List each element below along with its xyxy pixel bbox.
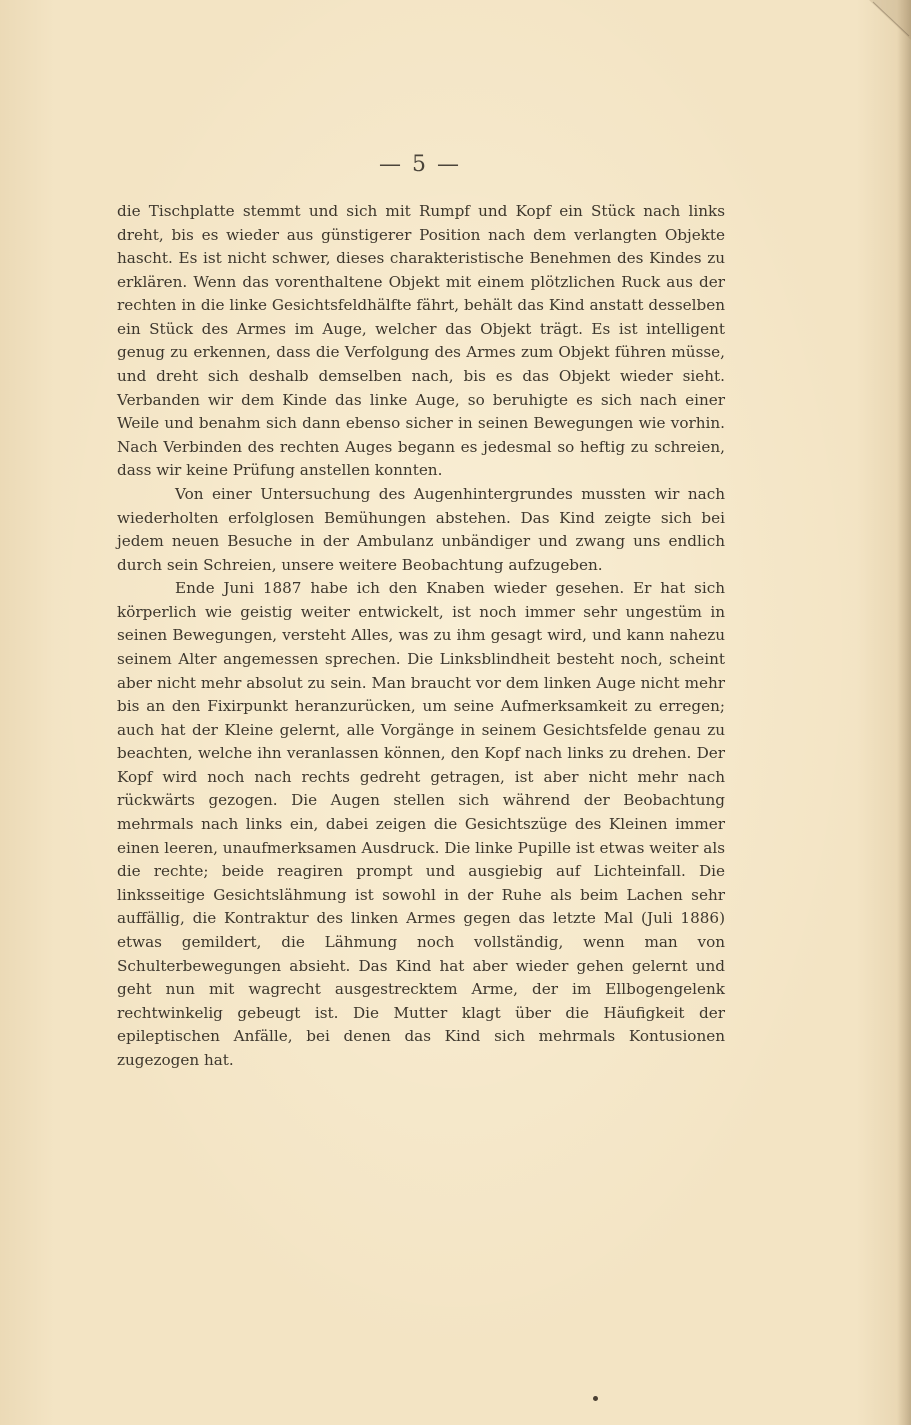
paragraph-continuation: die Tischplatte stemmt und sich mit Rumpf und Kopf ein Stück nach links dreht, bis es wieder aus günstigerer Position nach dem verlangten Objekte hascht. Es ist nicht schwer, dieses charakteristische Benehmen des Kindes zu erklären. Wenn das vorenthaltene Objekt mit einem plötzlichen Ruck aus der rechten in die linke Gesichtsfeldhälfte fährt, behält das Kind anstatt desselben ein Stück des Armes im Auge, welcher das Objekt trägt. Es ist intelligent genug zu erkennen, dass die Verfolgung des Armes zum Objekt führen müsse, und dreht sich deshalb demselben nach, bis es das Objekt wieder sieht. Verbanden wir dem Kinde das linke Auge, so beruhigte es sich nach einer Weile und benahm sich dann ebenso sicher in seinen Bewegungen wie vorhin. Nach Verbinden des rechten Auges begann es jedesmal so heftig zu schreien, dass wir keine Prüfung anstellen konnten. [117,202,725,480]
paragraph-examination: Von einer Untersuchung des Augenhintergrundes mussten wir nach wiederholten erfolglosen Bemühungen abstehen. Das Kind zeigte sich bei jedem neuen Besuche in der Ambulanz unbändiger und zwang uns endlich durch sein Schreien, unsere weitere Beobachtung aufzugeben. [117,484,725,574]
paragraph-followup: Ende Juni 1887 habe ich den Knaben wieder gesehen. Er hat sich körperlich wie geistig weiter entwickelt, ist noch immer sehr ungestüm in seinen Bewegungen, versteht Alles, was zu ihm gesagt wird, und kann nahezu seinem Alter angemessen sprechen. Die Linksblindheit besteht noch, scheint aber nicht mehr absolut zu sein. Man braucht vor dem linken Auge nicht mehr bis an den Fixirpunkt heranzurücken, um seine Aufmerksamkeit zu erregen; auch hat der Kleine gelernt, alle Vorgänge in seinem Gesichtsfelde genau zu beachten, welche ihn veranlassen können, den Kopf nach links zu drehen. Der Kopf wird noch nach rechts gedreht getragen, ist aber nicht mehr nach rückwärts gezogen. Die Augen stellen sich während der Beobachtung mehrmals nach links ein, dabei zeigen die Gesichtszüge des Kleinen immer einen leeren, unaufmerksamen Ausdruck. Die linke Pupille ist etwas weiter als die rechte; beide reagiren prompt und ausgiebig auf Lichteinfall. Die linksseitige Gesichtslähmung ist sowohl in der Ruhe als beim Lachen sehr auffällig, die Kontraktur des linken Armes gegen das letzte Mal (Juli 1886) etwas gemildert, die Lähmung noch vollständig, wenn man von Schulterbewegungen absieht. Das Kind hat aber wieder gehen gelernt und geht nun mit wagrecht ausgestrecktem Arme, der im Ellbogengelenk rechtwinkelig gebeugt ist. Die Mutter klagt über die Häufigkeit der epileptischen Anfälle, bei denen das Kind sich mehrmals Kontusionen zugezogen hat. [117,579,725,1069]
body-text [117,200,725,1072]
page-number: — 5 — [379,152,461,177]
page-edge-shadow [897,0,911,1425]
folded-corner-mark [851,0,911,60]
ink-speck [593,1396,598,1401]
